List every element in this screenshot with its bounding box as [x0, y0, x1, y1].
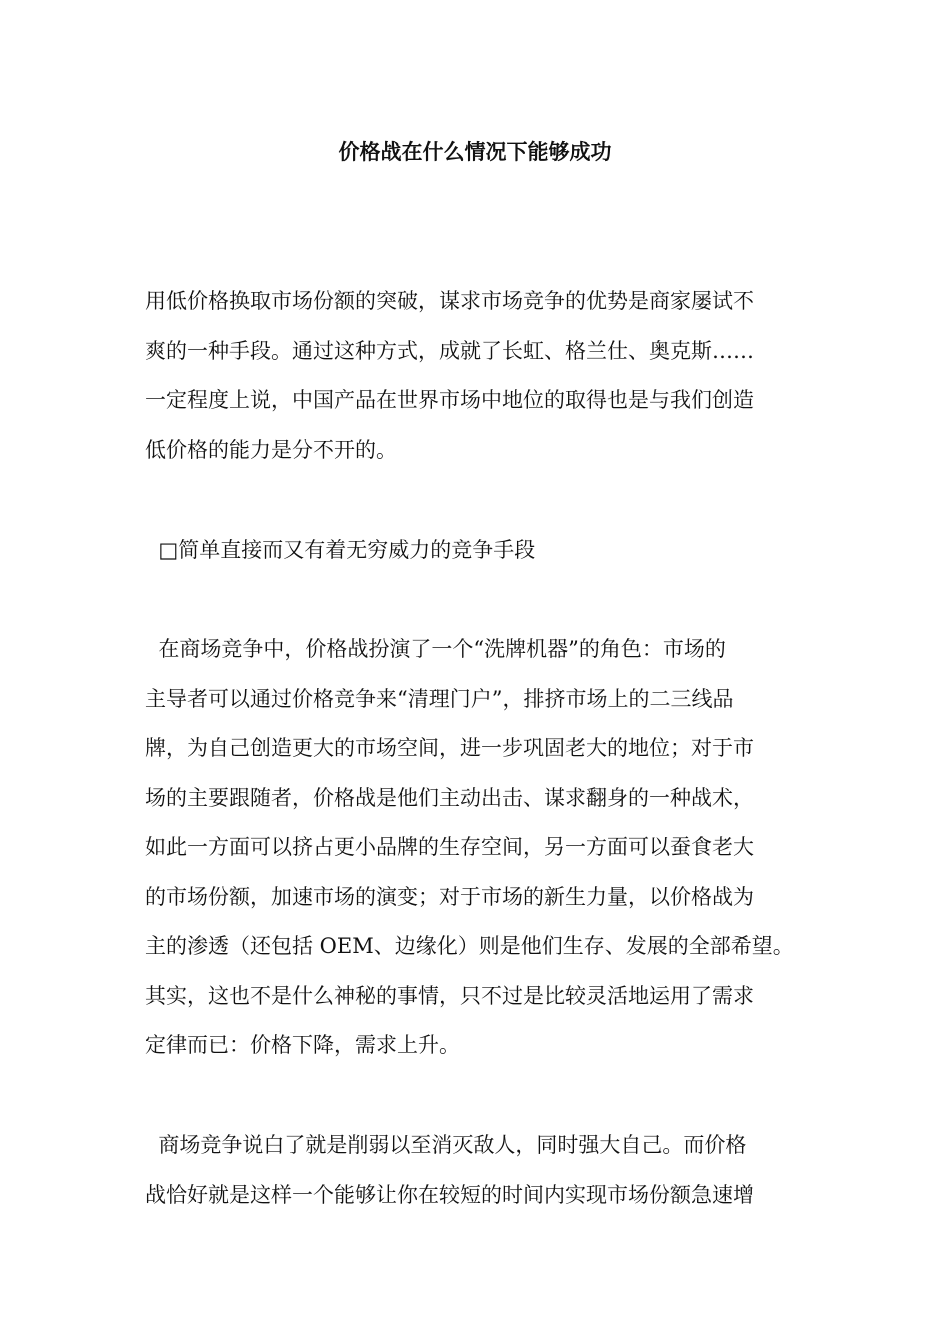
text-line: 场的主要跟随者，价格战是他们主动出击、谋求翻身的一种战术，	[145, 785, 754, 810]
text-line: 主的渗透（还包括 OEM、边缘化）则是他们生存、发展的全部希望。	[145, 934, 794, 958]
text-line: 爽的一种手段。通过这种方式，成就了长虹、格兰仕、奥克斯……	[145, 338, 754, 363]
text-line: 低价格的能力是分不开的。	[145, 437, 397, 462]
text-line: 商场竞争说白了就是削弱以至消灭敌人，同时强大自己。而价格	[145, 1133, 747, 1157]
document-title: 价格战在什么情况下能够成功	[338, 139, 612, 164]
text-line: 如此一方面可以挤占更小品牌的生存空间，另一方面可以蚕食老大	[145, 835, 754, 859]
paragraph-price-war-role	[145, 634, 845, 1080]
text-line: 牌，为自己创造更大的市场空间，进一步巩固老大的地位；对于市	[145, 736, 754, 760]
text-line: 的市场份额，加速市场的演变；对于市场的新生力量，以价格战为	[145, 884, 754, 909]
text-line: □简单直接而又有着无穷威力的竞争手段	[145, 538, 536, 562]
text-line: 一定程度上说，中国产品在世界市场中地位的取得也是与我们创造	[145, 388, 754, 412]
text-line: 定律而已：价格下降，需求上升。	[145, 1033, 460, 1057]
text-line: 在商场竞争中，价格战扮演了一个“洗牌机器”的角色：市场的	[145, 637, 726, 661]
paragraph-intro	[145, 286, 845, 484]
text-line: 其实，这也不是什么神秘的事情，只不过是比较灵活地运用了需求	[145, 983, 754, 1008]
paragraph-competition	[145, 1130, 845, 1229]
text-line: 战恰好就是这样一个能够让你在较短的时间内实现市场份额急速增	[145, 1182, 754, 1207]
section-heading	[145, 535, 845, 585]
text-line: 用低价格换取市场份额的突破，谋求市场竞争的优势是商家屡试不	[145, 289, 754, 313]
text-line: 主导者可以通过价格竞争来“清理门户”，排挤市场上的二三线品	[145, 686, 734, 711]
